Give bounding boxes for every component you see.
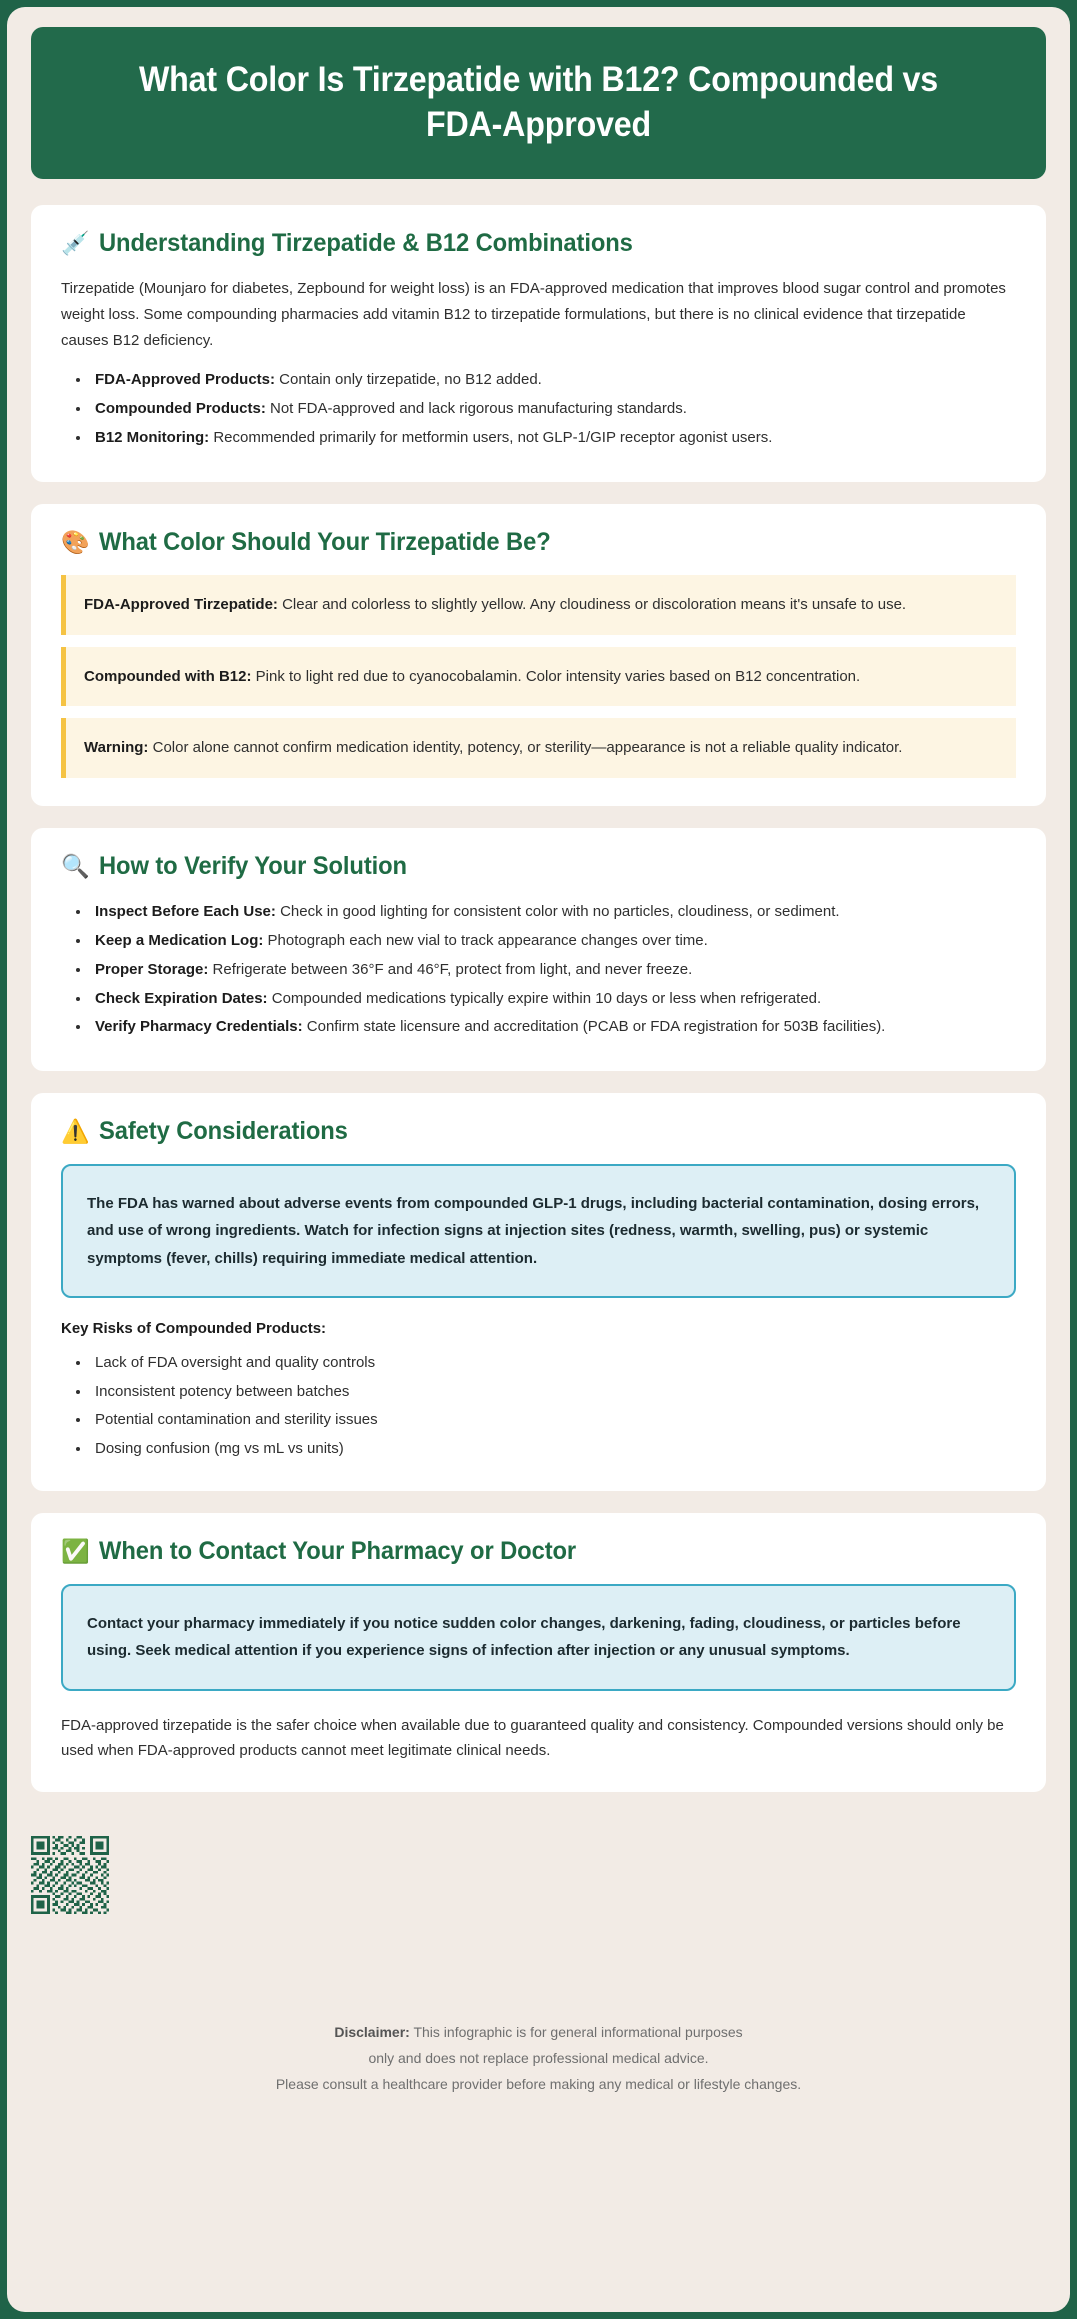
callout-text: Clear and colorless to slightly yellow. Any cloudiness or discoloration means it's unsafe to use. [277, 595, 907, 613]
list-item-text: Compounded medications typically expire within 10 days or less when refrigerated. [267, 989, 822, 1007]
list-item [91, 396, 1016, 422]
disclaimer-label: Disclaimer: [334, 2024, 410, 2041]
contact-advice-box: Contact your pharmacy immediately if you notice sudden color changes, darkening, fading, cloudiness, or particles before using. Seek medical attention if you experience signs of infection after injection or any unusual symptoms. [61, 1584, 1016, 1691]
page-title: What Color Is Tirzepatide with B12? Compounded vs FDA-Approved [138, 60, 939, 144]
list-item-label: Compounded Products: [95, 400, 266, 418]
disclaimer-line-2: only and does not replace professional medical advice. [368, 2050, 709, 2067]
palette-icon: 🎨 [61, 528, 90, 555]
section-title: How to Verify Your Solution [99, 852, 407, 881]
callout-box [61, 647, 1016, 707]
bullet-list [91, 899, 1016, 1040]
section-verify [31, 828, 1046, 1071]
list-item [91, 1014, 1016, 1040]
list-item-label: B12 Monitoring: [95, 428, 210, 446]
list-item-label: Inspect Before Each Use: [95, 903, 276, 921]
closing-paragraph: FDA-approved tirzepatide is the safer choice when available due to guaranteed quality and consistency. Compounded versions should only be used when FDA-approved products cannot meet legitimate clinical needs. [61, 1716, 1004, 1760]
page-sheet [7, 7, 1070, 2312]
section-title: Understanding Tirzepatide & B12 Combinations [99, 229, 633, 257]
list-item-label: Verify Pharmacy Credentials: [95, 1018, 303, 1036]
section-header [61, 1537, 1016, 1566]
disclaimer-line-1-text: This infographic is for general informational purposes [409, 2024, 743, 2041]
disclaimer-line-1 [276, 2020, 801, 2046]
list-item-text: Contain only tirzepatide, no B12 added. [275, 371, 542, 389]
callout-label: FDA-Approved Tirzepatide: [84, 595, 278, 613]
header-banner [31, 27, 1046, 179]
callout-text: Pink to light red due to cyanocobalamin. Color intensity varies based on B12 concentration. [251, 667, 861, 685]
list-item-label: Proper Storage: [95, 960, 209, 978]
callout-label: Compounded with B12: [84, 667, 252, 685]
syringe-icon: 💉 [61, 230, 90, 256]
fda-warning-box: The FDA has warned about adverse events from compounded GLP-1 drugs, including bacterial contamination, dosing errors, and use of wrong ingredients. Watch for infection signs at injection sites (redness, warmth, swelling, pus) or systemic symptoms (fever, chills) requiring immediate medical attention. [61, 1164, 1016, 1298]
list-item [91, 986, 1016, 1012]
list-item [91, 928, 1016, 954]
check-mark-button-icon: ✅ [61, 1538, 90, 1565]
section-what-color [31, 504, 1046, 806]
disclaimer-text [276, 2020, 801, 2098]
list-item-text: Confirm state licensure and accreditation (PCAB or FDA registration for 503B facilities). [302, 1018, 886, 1036]
list-item [91, 425, 1016, 451]
section-header [61, 528, 1016, 557]
list-item-label: Keep a Medication Log: [95, 931, 264, 949]
section-header [61, 852, 1016, 881]
list-item: • Inconsistent potency between batches [91, 1378, 1016, 1407]
section-header [61, 229, 1016, 258]
section-safety [31, 1093, 1046, 1491]
section-understanding [31, 205, 1046, 482]
list-item [91, 367, 1016, 393]
section-contact [31, 1513, 1046, 1792]
list-item-text: Refrigerate between 36°F and 46°F, protect from light, and never freeze. [208, 960, 693, 978]
callout-box [61, 718, 1016, 778]
section-paragraph: Tirzepatide (Mounjaro for diabetes, Zepbound for weight loss) is an FDA-approved medication that improves blood sugar control and promotes weight loss. Some compounding pharmacies add vitamin B12 to tirzepatide formulations, but there is no clinical evidence that tirzepatide causes B12 deficiency. [61, 280, 1006, 349]
list-item-label: FDA-Approved Products: [95, 371, 275, 389]
section-title: When to Contact Your Pharmacy or Doctor [99, 1537, 577, 1566]
risk-list [91, 1349, 1016, 1463]
key-risks-subheading: Key Risks of Compounded Products: [61, 1320, 327, 1338]
section-title: Safety Considerations [99, 1117, 348, 1146]
section-header [61, 1117, 1016, 1146]
callout-text: Color alone cannot confirm medication identity, potency, or sterility—appearance is not a reliable quality indicator. [148, 739, 903, 757]
disclaimer-line-3: Please consult a healthcare provider before making any medical or lifestyle changes. [275, 2076, 802, 2093]
list-item-text: Photograph each new vial to track appearance changes over time. [263, 931, 708, 949]
list-item-text: Not FDA-approved and lack rigorous manufacturing standards. [265, 400, 687, 418]
magnifying-glass-icon: 🔍 [61, 853, 90, 880]
footer [31, 1814, 1046, 2312]
warning-triangle-icon: ⚠️ [61, 1118, 90, 1145]
list-item [91, 899, 1016, 925]
bullet-list [91, 367, 1016, 450]
callout-label: Warning: [84, 739, 149, 757]
list-item: • Potential contamination and sterility issues [91, 1406, 1016, 1435]
callout-box [61, 575, 1016, 635]
list-item: • Lack of FDA oversight and quality controls [91, 1349, 1016, 1378]
section-title: What Color Should Your Tirzepatide Be? [99, 527, 551, 556]
list-item-text: Recommended primarily for metformin users, not GLP-1/GIP receptor agonist users. [209, 428, 773, 446]
list-item-label: Check Expiration Dates: [95, 989, 268, 1007]
list-item: • Dosing confusion (mg vs mL vs units) [91, 1435, 1016, 1464]
list-item [91, 957, 1016, 983]
list-item-text: Check in good lighting for consistent color with no particles, cloudiness, or sediment. [275, 903, 840, 921]
qr-code[interactable] [31, 1836, 109, 1914]
